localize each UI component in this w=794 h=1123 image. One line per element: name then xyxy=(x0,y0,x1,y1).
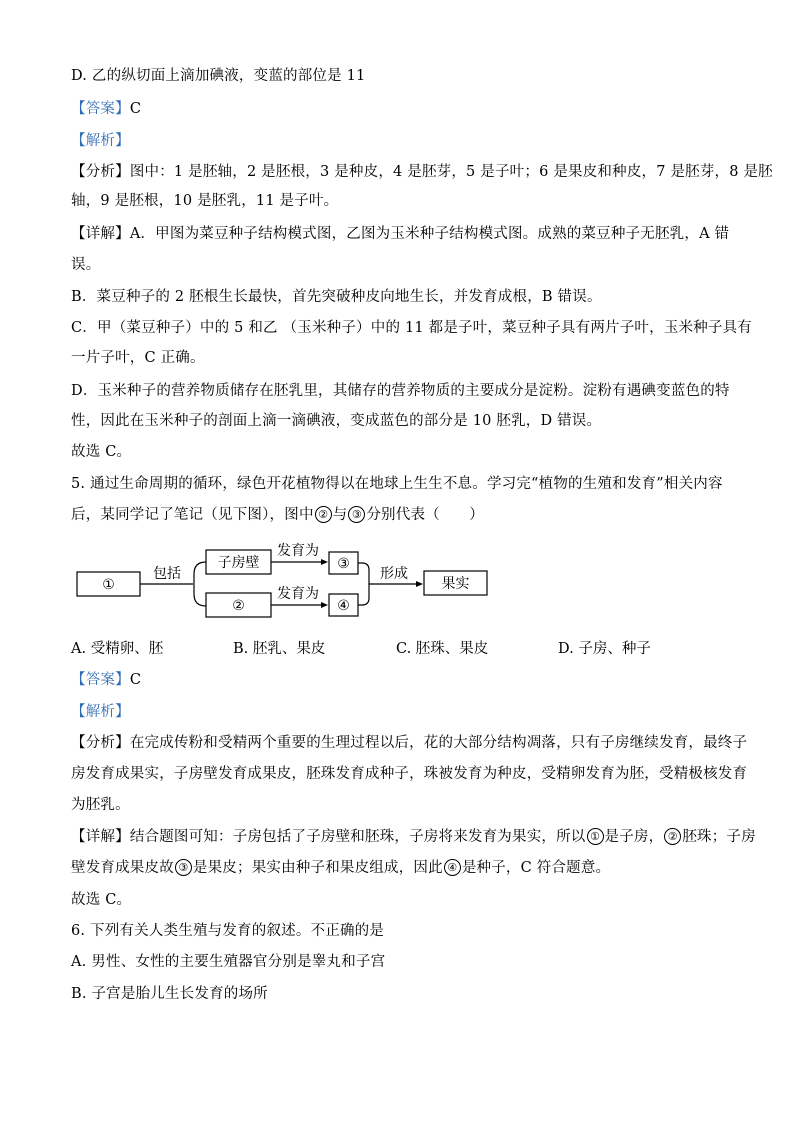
fenxi-q5-line1: 【分析】在完成传粉和受精两个重要的生理过程以后，花的大部分结构凋落，只有子房继续发育，最终子 xyxy=(71,735,748,751)
question-5-line1: 5. 通过生命周期的循环，绿色开花植物得以在地球上生生不息。学习完“植物的生殖和发育”相关内容 xyxy=(71,476,723,492)
ovary-wall-label: 子房壁 xyxy=(217,555,260,571)
option-b-q5: B. 胚乳、果皮 xyxy=(233,641,326,657)
xiangjie-q4-d-line2: 性，因此在玉米种子的剖面上滴一滴碘液，变成蓝色的部分是 10 胚乳，D 错误。 xyxy=(71,413,602,429)
include-label: 包括 xyxy=(153,566,181,582)
analysis-header-q4: 【解析】 xyxy=(71,133,130,149)
option-a-q6: A. 男性、女性的主要生殖器官分别是睾丸和子宫 xyxy=(71,954,386,970)
fenxi-q5-line2: 房发育成果实，子房壁发育成果皮，胚珠发育成种子，珠被发育为种皮，受精卵发育为胚，受精极核发育 xyxy=(71,766,748,782)
arrowhead-bottom xyxy=(321,602,328,608)
question-5-line2: 后，某同学记了笔记（见下图），图中 ② 与 ③ 分别代表（ ） xyxy=(71,507,484,523)
box-1-label: ① xyxy=(102,577,115,593)
circled-2: ② xyxy=(315,506,332,523)
choose-q4: 故选 C。 xyxy=(71,444,132,460)
analysis-header-q5: 【解析】 xyxy=(71,704,130,720)
choose-q5: 故选 C。 xyxy=(71,892,132,908)
answer-q5: 【答案】C xyxy=(71,672,142,688)
fenxi-q4-line2: 轴，9 是胚根，10 是胚乳，11 是子叶。 xyxy=(71,193,339,209)
develop-top-label: 发育为 xyxy=(277,543,319,559)
xiangjie-q4-c-line1: C．甲（菜豆种子）中的 5 和乙 （玉米种子）中的 11 都是子叶，菜豆种子具有两片子叶，玉米种子具有 xyxy=(71,320,753,336)
develop-bottom-label: 发育为 xyxy=(277,586,319,602)
arrowhead-top xyxy=(321,559,328,565)
option-d-q5: D. 子房、种子 xyxy=(558,641,651,657)
fenxi-q5-line3: 为胚乳。 xyxy=(71,797,130,813)
xiangjie-q4-c-line2: 一片子叶，C 正确。 xyxy=(71,350,205,366)
option-b-q6: B. 子宫是胎儿生长发育的场所 xyxy=(71,986,268,1002)
box-2-label: ② xyxy=(232,598,245,614)
option-a-q5: A. 受精卵、胚 xyxy=(71,641,164,657)
form-label: 形成 xyxy=(380,566,408,582)
question-6: 6. 下列有关人类生殖与发育的叙述。不正确的是 xyxy=(71,923,385,939)
xiangjie-q4-line1: 【详解】A．甲图为菜豆种子结构模式图，乙图为玉米种子结构模式图。成熟的菜豆种子无胚乳，A 错 xyxy=(71,226,730,242)
xiangjie-q5-line2: 壁发育成果皮故 ③ 是果皮；果实由种子和果皮组成，因此 ④ 是种子，C 符合题意。 xyxy=(71,860,611,876)
xiangjie-q5-line1: 【详解】结合题图可知：子房包括了子房壁和胚珠，子房将来发育为果实，所以 ① 是子房， ② 胚珠；子房 xyxy=(71,829,756,845)
option-d-q4: D. 乙的纵切面上滴加碘液，变蓝的部位是 11 xyxy=(71,68,366,84)
flow-diagram xyxy=(70,540,500,625)
xiangjie-q4-b: B．菜豆种子的 2 胚根生长最快，首先突破种皮向地生长，并发育成根，B 错误。 xyxy=(71,289,602,305)
box-4-label: ④ xyxy=(337,598,350,614)
answer-q4: 【答案】C xyxy=(71,101,142,117)
bracket-left xyxy=(194,562,206,606)
bracket-right xyxy=(358,563,369,605)
xiangjie-q4-d-line1: D．玉米种子的营养物质储存在胚乳里，其储存的营养物质的主要成分是淀粉。淀粉有遇碘变蓝色的特 xyxy=(71,383,730,399)
box-3-label: ③ xyxy=(337,556,350,572)
fenxi-q4-line1: 【分析】图中：1 是胚轴，2 是胚根，3 是种皮，4 是胚芽，5 是子叶；6 是果皮和种皮，7 是胚芽，8 是胚 xyxy=(71,164,773,180)
arrowhead-form xyxy=(416,581,423,587)
option-c-q5: C. 胚珠、果皮 xyxy=(396,641,489,657)
fruit-label: 果实 xyxy=(441,576,470,592)
circled-3: ③ xyxy=(348,506,365,523)
xiangjie-q4-line2: 误。 xyxy=(71,257,101,273)
